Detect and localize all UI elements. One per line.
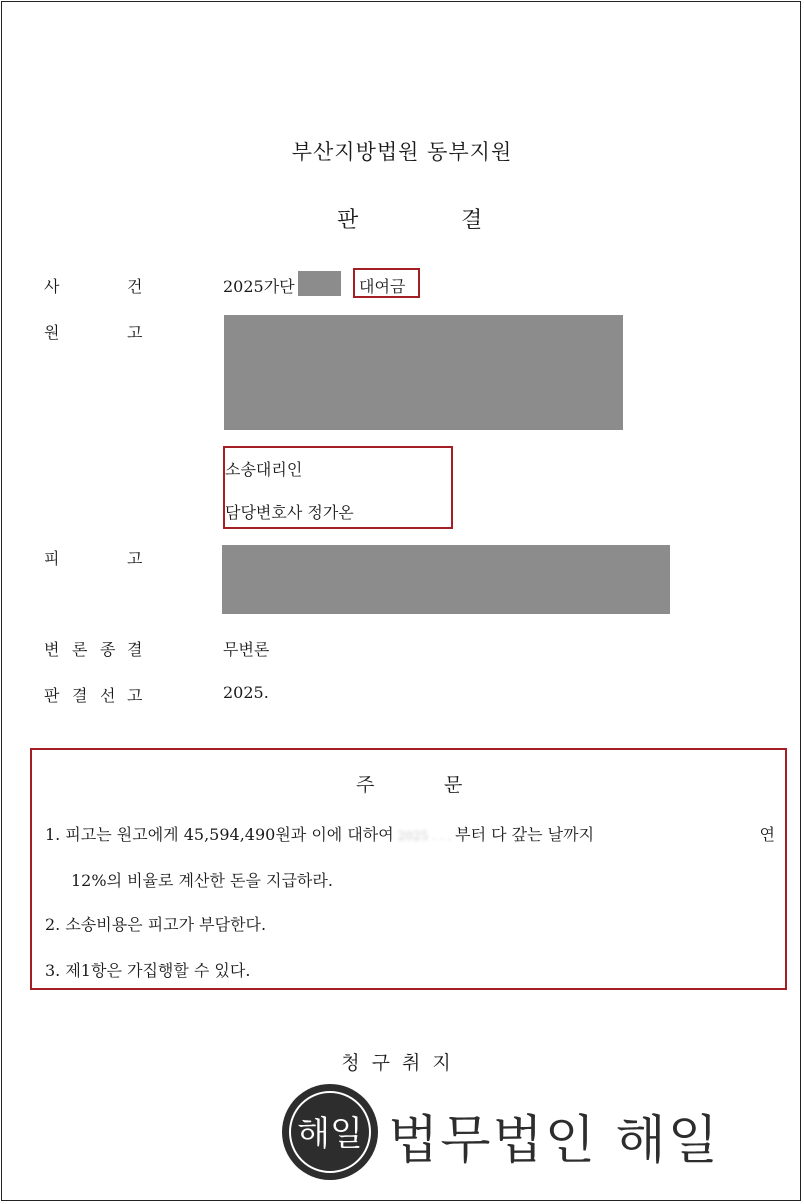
case-number-redaction: [298, 271, 341, 296]
attorney-name: 담당변호사 정가온: [225, 503, 354, 522]
case-label-char-1: 사: [44, 277, 60, 296]
order-item-1-rate-prefix: 연: [759, 825, 775, 844]
judgment-date-label-char-2: 결: [72, 686, 88, 705]
firm-logo-emblem: [280, 1082, 380, 1182]
firm-logo-wordmark: 법무법인 해일: [388, 1111, 720, 1171]
order-item-1-blurred-date: 2025 . . .: [397, 829, 452, 843]
order-item-1-line-2: 12%의 비율로 계산한 돈을 지급하라.: [71, 871, 333, 890]
case-label-char-2: 건: [127, 277, 143, 296]
closing-label-char-2: 론: [72, 640, 88, 659]
closing-label-char-4: 결: [127, 640, 143, 659]
defendant-label-char-1: 피: [44, 549, 60, 568]
order-item-1-text-cont: 부터 다 갚는 날까지: [455, 825, 595, 844]
court-name: 부산지방법원 동부지원: [291, 140, 513, 164]
defendant-redaction: [222, 545, 670, 614]
attorney-role: 소송대리인: [225, 460, 303, 479]
claim-title: 청구취지: [341, 1052, 463, 1074]
judgment-date-label-char-3: 선: [100, 686, 116, 705]
case-type: 대여금: [359, 277, 406, 296]
closing-value: 무변론: [223, 640, 270, 659]
plaintiff-label-char-2: 고: [127, 323, 143, 342]
order-item-1-text: 1. 피고는 원고에게 45,594,490원과 이에 대하여: [45, 825, 394, 844]
order-title-char-1: 주: [356, 774, 375, 796]
plaintiff-redaction: [224, 315, 623, 430]
firm-logo-emblem-text: 해일: [297, 1114, 363, 1154]
case-number: 2025가단: [223, 277, 295, 296]
order-item-1-line-1: [45, 822, 775, 845]
judgment-date-value: 2025.: [223, 683, 269, 702]
closing-label-char-1: 변: [44, 640, 60, 659]
plaintiff-label-char-1: 원: [44, 323, 60, 342]
defendant-label-char-2: 고: [127, 549, 143, 568]
judgment-date-label-char-1: 판: [44, 686, 60, 705]
judgment-date-label-char-4: 고: [127, 686, 143, 705]
order-item-3: 3. 제1항은 가집행할 수 있다.: [45, 961, 251, 980]
order-title-char-2: 문: [444, 774, 463, 796]
order-item-2: 2. 소송비용은 피고가 부담한다.: [45, 915, 267, 934]
doc-title-char-1: 판: [337, 208, 359, 233]
doc-title-char-2: 결: [461, 208, 483, 233]
closing-label-char-3: 종: [100, 640, 116, 659]
